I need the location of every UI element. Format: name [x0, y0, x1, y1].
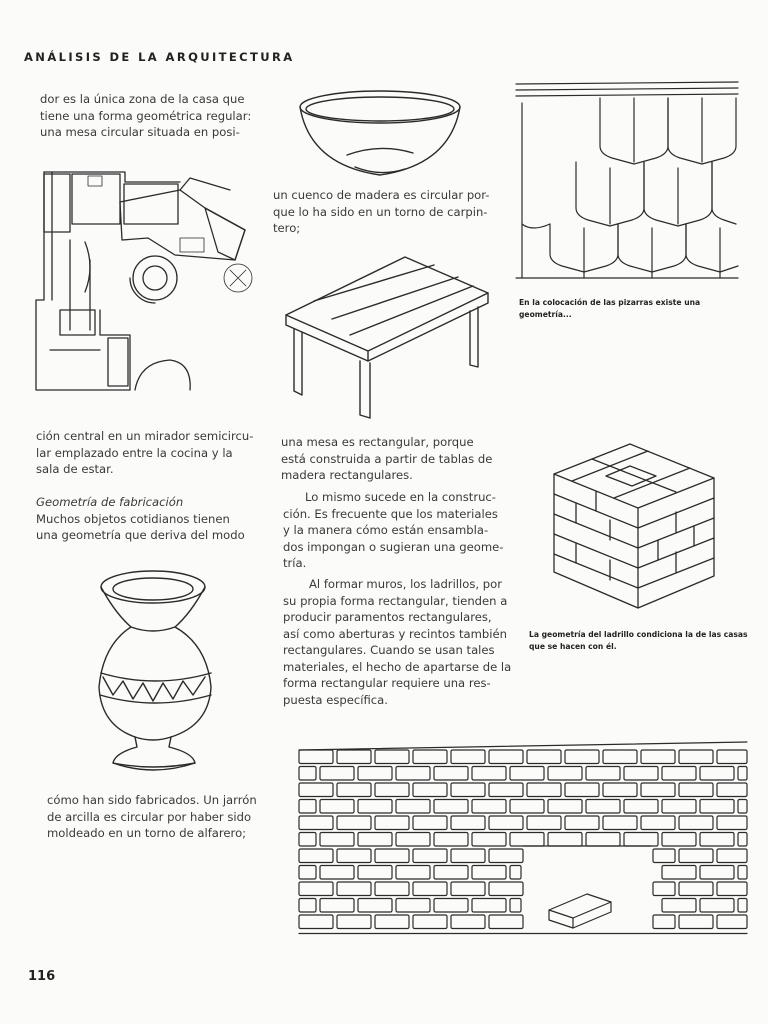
text-line: una mesa es rectangular, porque	[281, 435, 474, 449]
text-line: cómo han sido fabricados. Un jarrón	[47, 793, 257, 807]
text-line: su propia forma rectangular, tienden a	[283, 593, 508, 608]
text-line: Al formar muros, los ladrillos, por	[309, 577, 502, 591]
text-line: tero;	[273, 221, 301, 235]
text-line: forma rectangular requiere una res-	[283, 676, 491, 690]
text-line: sala de estar.	[36, 462, 114, 476]
paragraph-bricks	[283, 576, 511, 708]
section-fabricacion	[36, 494, 245, 544]
running-header: ANÁLISIS DE LA ARQUITECTURA	[24, 50, 295, 64]
caption-slates	[519, 297, 700, 320]
text-line: moldeado en un torno de alfarero;	[47, 826, 247, 840]
text-line: una geometría que deriva del modo	[36, 528, 245, 542]
caption-line: La geometría del ladrillo condiciona la de las casas	[529, 630, 748, 639]
paragraph-mid-left	[36, 428, 253, 478]
text-line: de arcilla es circular por haber sido	[47, 809, 252, 824]
slate-roof-sketch	[514, 78, 740, 288]
text-line: un cuenco de madera es circular por-	[273, 188, 490, 202]
text-line: rectangulares. Cuando se usan tales	[283, 643, 495, 657]
floor-plan-sketch	[30, 160, 260, 395]
text-line: tría.	[283, 556, 307, 570]
text-line: y la manera cómo están ensambla-	[283, 523, 489, 537]
page-number: 116	[28, 969, 56, 984]
text-line: Muchos objetos cotidianos tienen	[36, 511, 230, 526]
clay-vase-sketch	[95, 565, 225, 780]
caption-line: En la colocación de las pizarras existe una	[519, 298, 701, 307]
text-line: lar emplazado entre la cocina y la	[36, 445, 233, 460]
text-line: que lo ha sido en un torno de carpin-	[273, 204, 488, 219]
section-title: Geometría de fabricación	[36, 495, 184, 509]
text-line: dor es la única zona de la casa que	[40, 92, 245, 106]
text-line: Lo mismo sucede en la construc-	[305, 490, 496, 504]
brick-wall-sketch	[295, 738, 755, 948]
caption-line: geometría...	[519, 309, 572, 319]
brick-pillar-sketch	[548, 440, 720, 612]
wooden-bowl-sketch	[295, 85, 465, 180]
paragraph-bottom-left	[47, 792, 257, 842]
text-line: está construida a partir de tablas de	[281, 451, 493, 466]
text-line: producir paramentos rectangulares,	[283, 610, 492, 624]
text-line: puesta específica.	[283, 692, 388, 707]
text-line: así como aberturas y recintos también	[283, 626, 507, 641]
text-line: dos impongan o sugieran una geome-	[283, 539, 504, 554]
caption-line: que se hacen con él.	[529, 641, 617, 651]
paragraph-top-left	[40, 91, 251, 141]
text-line: tiene una forma geométrica regular:	[40, 108, 252, 123]
caption-brick	[529, 629, 748, 652]
paragraph-construction	[283, 489, 503, 572]
text-line: madera rectangulares.	[281, 468, 413, 482]
paragraph-bowl	[273, 187, 490, 237]
text-line: materiales, el hecho de apartarse de la	[283, 659, 512, 674]
text-line: una mesa circular situada en posi-	[40, 125, 240, 139]
rectangular-table-sketch	[280, 255, 495, 420]
paragraph-table	[281, 434, 492, 484]
text-line: ción. Es frecuente que los materiales	[283, 506, 498, 521]
text-line: ción central en un mirador semicircu-	[36, 429, 254, 443]
